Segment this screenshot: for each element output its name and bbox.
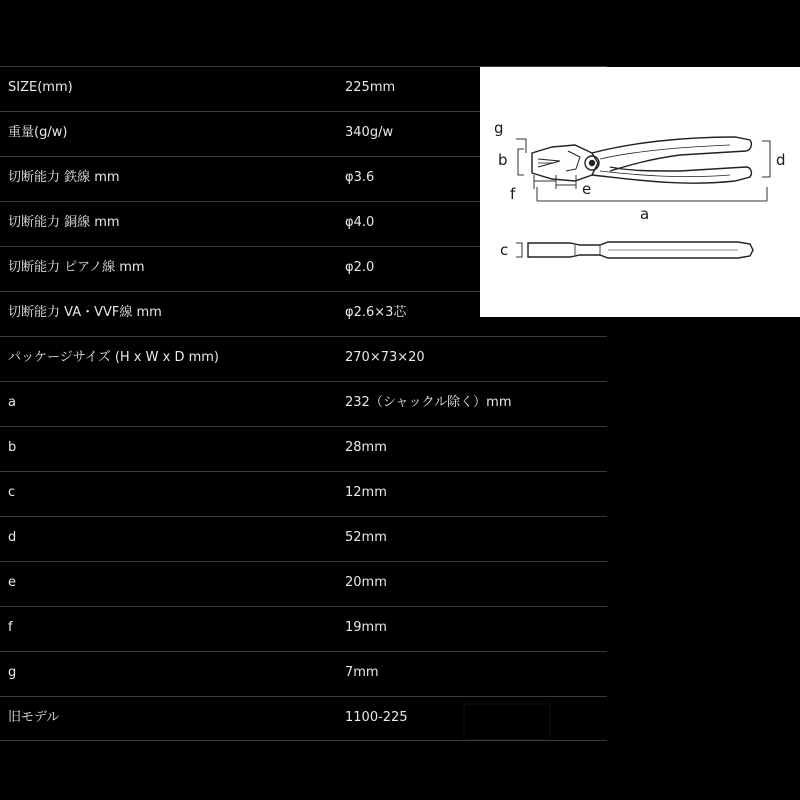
spec-label: 切断能力 銅線 mm [8,215,120,230]
spec-value: φ4.0 [345,215,375,230]
dim-label-g: g [494,119,504,137]
pliers-dimension-diagram [480,67,800,317]
spec-label: c [8,485,16,500]
dim-label-a: a [640,205,650,223]
spec-row-d [0,516,607,561]
spec-row-b [0,426,607,471]
spec-label: 切断能力 鉄線 mm [8,170,120,185]
spec-value: 12mm [345,485,387,500]
dim-label-b: b [498,151,508,169]
spec-label: e [8,575,16,590]
spec-label: 切断能力 VA・VVF線 mm [8,305,162,320]
pliers-top-view [516,242,753,258]
spec-row-a [0,381,607,426]
spec-row-e [0,561,607,606]
spec-value: φ3.6 [345,170,375,185]
spec-value: 7mm [345,665,379,680]
spec-label: SIZE(mm) [8,80,73,95]
dim-label-d: d [776,151,786,169]
spec-value: 52mm [345,530,387,545]
spec-row-g [0,651,607,696]
spec-row-f [0,606,607,651]
dim-label-e: e [582,180,592,198]
pliers-side-view [532,137,751,183]
spec-label: 切断能力 ピアノ線 mm [8,260,145,275]
spec-row-package [0,336,607,381]
spec-label: 旧モデル [8,710,60,725]
spec-label: b [8,440,17,455]
dim-label-c: c [500,241,509,259]
spec-value: 270×73×20 [345,350,425,365]
pliers-drawing [480,67,800,317]
spec-label: d [8,530,17,545]
spec-row-c [0,471,607,516]
spec-value: 225mm [345,80,396,95]
spec-value: 232（シャックル除く）mm [345,395,512,410]
spec-value: 1100-225 [345,710,408,725]
spec-label: パッケージサイズ (H x W x D mm) [8,350,219,365]
spec-value: φ2.0 [345,260,375,275]
spec-label: a [8,395,16,410]
dim-label-f: f [510,185,516,203]
spec-label: f [8,620,13,635]
spec-label: 重量(g/w) [8,125,68,140]
faint-watermark [462,700,552,745]
spec-label: g [8,665,17,680]
spec-value: 340g/w [345,125,394,140]
spec-value: 19mm [345,620,387,635]
spec-value: 20mm [345,575,387,590]
spec-value: φ2.6×3芯 [345,305,407,320]
spec-value: 28mm [345,440,387,455]
